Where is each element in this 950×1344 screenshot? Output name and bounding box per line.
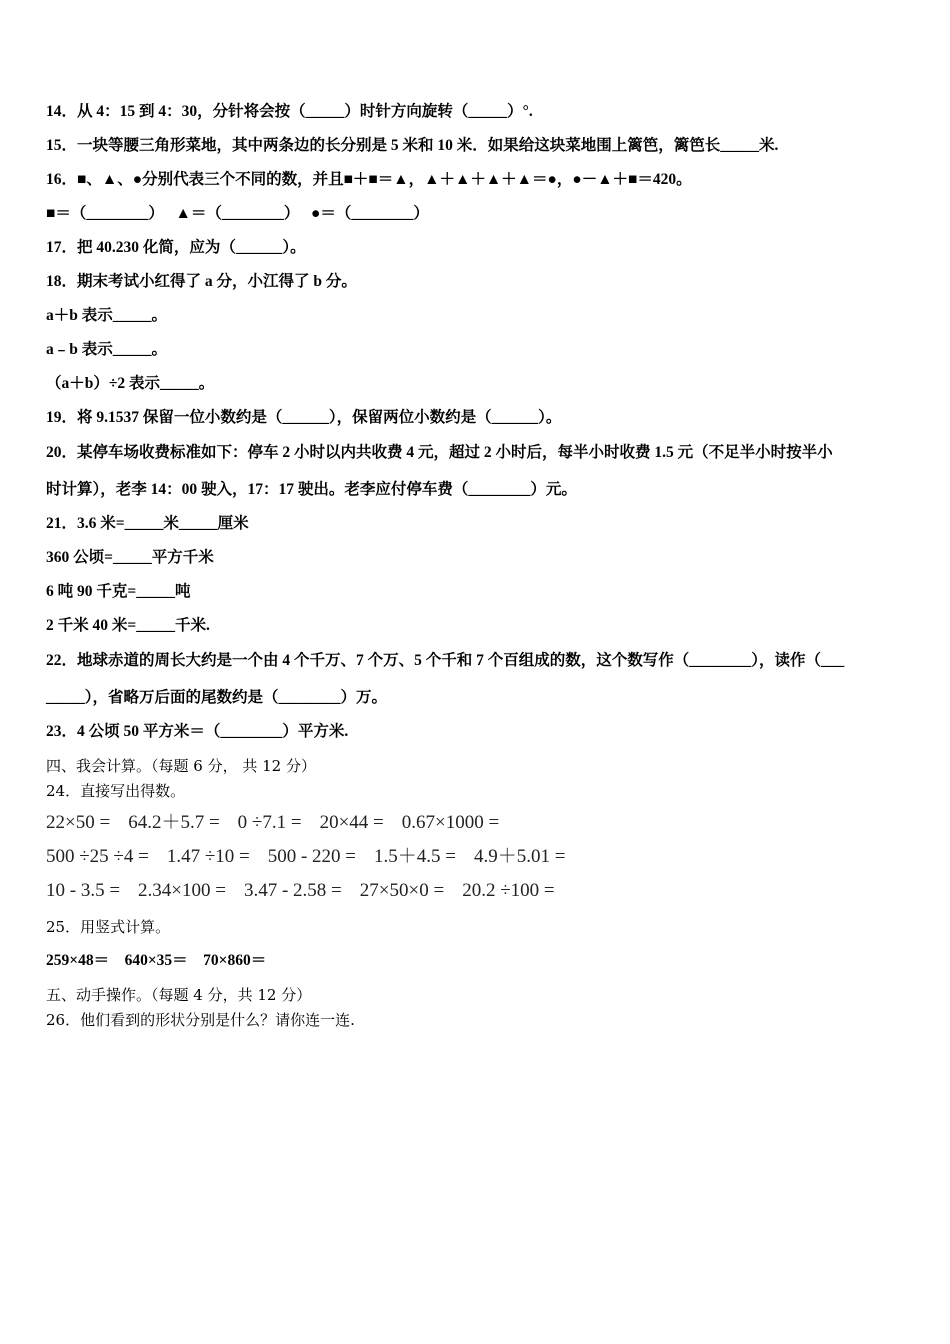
calc-item: 20.2 ÷100 = <box>462 880 555 901</box>
question-14: 14．从 4：15 到 4：30，分针将会按（_____）时针方向旋转（_____）°. <box>46 103 533 120</box>
question-26: 26．他们看到的形状分别是什么？请你连一连. <box>46 1011 355 1029</box>
question-23: 23．4 公顷 50 平方米＝（________）平方米. <box>46 723 349 740</box>
calc-row-3 <box>46 881 573 901</box>
question-21-3: 6 吨 90 千克=_____吨 <box>46 583 191 600</box>
calc-item: 27×50×0 = <box>359 880 445 901</box>
calc-item: 1.5＋4.5 = <box>374 846 456 867</box>
calc-row-2 <box>46 847 583 867</box>
calc-item: 22×50 = <box>46 812 111 833</box>
question-16: 16．■、▲、●分别代表三个不同的数，并且■＋■＝▲，▲＋▲＋▲＋▲＝●，●－▲＋■＝420。 <box>46 171 692 188</box>
calc-item: 64.2＋5.7 = <box>128 812 220 833</box>
calc-item: 10 - 3.5 = <box>46 880 121 901</box>
question-25: 25．用竖式计算。 <box>46 918 171 936</box>
question-22-line2: _____），省略万后面的尾数约是（________）万。 <box>46 689 388 706</box>
calc-item: 4.9＋5.01 = <box>474 846 566 867</box>
calc-item: 1.47 ÷10 = <box>166 846 250 867</box>
calc-item: 500 - 220 = <box>267 846 357 867</box>
question-15: 15．一块等腰三角形菜地，其中两条边的长分别是 5 米和 10 米．如果给这块菜地围上篱笆，篱笆长_____米. <box>46 137 779 154</box>
question-25-items: 259×48＝ 640×35＝ 70×860＝ <box>46 952 267 969</box>
section-5-title: 五、动手操作。（每题 4 分，共 12 分） <box>46 986 312 1004</box>
calc-item: 0 ÷7.1 = <box>237 812 302 833</box>
question-21-1: 21．3.6 米=_____米_____厘米 <box>46 515 249 532</box>
question-21-2: 360 公顷=_____平方千米 <box>46 549 214 566</box>
question-20-line1: 20．某停车场收费标准如下：停车 2 小时以内共收费 4 元，超过 2 小时后，每半小时收费 1.5 元（不足半小时按半小 <box>46 444 833 461</box>
calc-row-1 <box>46 813 517 833</box>
calc-item: 2.34×100 = <box>138 880 226 901</box>
question-18-c: （a＋b）÷2 表示_____。 <box>46 375 215 392</box>
calc-item: 20×44 = <box>319 812 384 833</box>
calc-item: 3.47 - 2.58 = <box>243 880 342 901</box>
question-21-4: 2 千米 40 米=_____千米. <box>46 617 210 634</box>
section-4-title: 四、我会计算。（每题 6 分， 共 12 分） <box>46 757 316 775</box>
question-16-answers: ■＝（________） ▲＝（________） ●＝（________） <box>46 205 429 222</box>
question-18-b: a﹣b 表示_____。 <box>46 341 167 358</box>
question-20-line2: 时计算），老李 14：00 驶入，17：17 驶出。老李应付停车费（________）元。 <box>46 481 577 498</box>
calc-item: 500 ÷25 ÷4 = <box>46 846 149 867</box>
question-19: 19．将 9.1537 保留一位小数约是（______），保留两位小数约是（______）。 <box>46 409 562 426</box>
question-18-a: a＋b 表示_____。 <box>46 307 167 324</box>
question-22-line1: 22．地球赤道的周长大约是一个由 4 个千万、7 个万、5 个千和 7 个百组成的数，这个数写作（________），读作（___ <box>46 652 845 669</box>
question-17: 17．把 40.230 化简，应为（______）。 <box>46 239 306 256</box>
question-18: 18．期末考试小红得了 a 分，小江得了 b 分。 <box>46 273 357 290</box>
question-24: 24．直接写出得数。 <box>46 782 186 800</box>
calc-item: 0.67×1000 = <box>401 812 500 833</box>
